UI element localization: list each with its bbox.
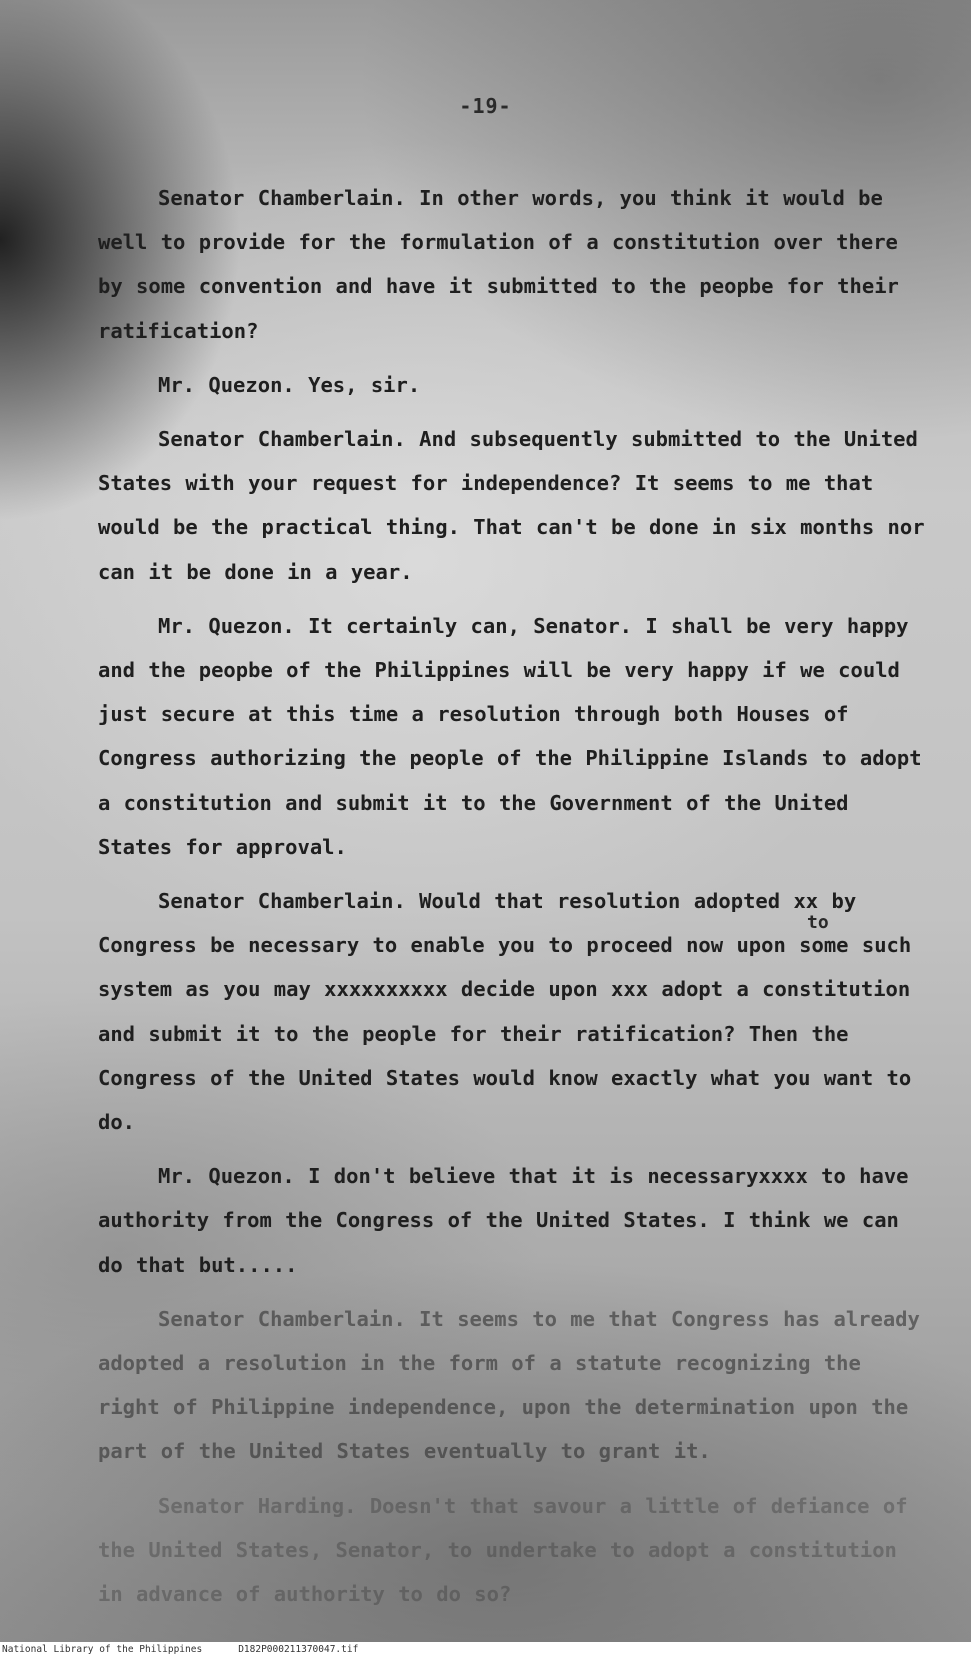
handwritten-insertion: to: [807, 912, 829, 933]
speaker-name: Senator Chamberlain.: [158, 889, 406, 914]
archive-footer: [0, 1642, 971, 1658]
transcript-paragraph: [98, 176, 933, 353]
transcript-paragraph: [98, 363, 933, 407]
archive-source: National Library of the Philippines: [2, 1644, 203, 1655]
transcript-paragraph: [98, 604, 933, 869]
speech-text: And subsequently submitted to the United States with your request for independence? It seems to me that would be the practical thing. That can't be done in six months nor can it be done in a year.: [98, 427, 925, 584]
speech-text: It certainly can, Senator. I shall be very happy and the peopbe of the Philippines will be very happy if we could just secure at this time a resolution through both Houses of Congress authorizing the people of the Philippine Islands to adopt a constitution and submit it to the Government of the United States for approval.: [98, 613, 922, 859]
speaker-name: Mr. Quezon.: [158, 372, 295, 397]
transcript-paragraph: [98, 1297, 933, 1474]
speech-text: Doesn't that savour a little of defiance of the United States, Senator, to undertake to adopt a constitution in advance of authority to do so?: [98, 1493, 908, 1607]
speech-text: In other words, you think it would be well to provide for the formulation of a constitution over there by some convention and have it submitted to the peopbe for their ratification?: [98, 186, 899, 343]
transcript-paragraph: [98, 879, 933, 1144]
transcript-body: [98, 176, 933, 1626]
speech-text: Would that resolution adopted xx by Congress be necessary to enable you to proceed now upon some such system as you may xxxxxxxxxx decide upon xxx adopt a constitution and submit it to the people for their ratification? Then the Congress of the United States would know exactly what you want to do.: [98, 889, 912, 1135]
speech-text: It seems to me that Congress has already adopted a resolution in the form of a statute recognizing the right of Philippine independence, upon the determination upon the part of the United States eventually to grant it.: [98, 1306, 920, 1464]
transcript-paragraph: [98, 1154, 933, 1287]
speech-text: I don't believe that it is necessaryxxxx to have authority from the Congress of the United States. I think we can do that but.....: [98, 1164, 909, 1277]
archive-file-id: D182P000211370047.tif: [238, 1644, 359, 1655]
transcript-paragraph: [98, 417, 933, 594]
speaker-name: Senator Chamberlain.: [158, 427, 406, 452]
speaker-name: Senator Chamberlain.: [158, 186, 406, 210]
transcript-paragraph: [98, 1484, 933, 1617]
speaker-name: Mr. Quezon.: [158, 1164, 295, 1189]
speaker-name: Senator Harding.: [158, 1493, 357, 1518]
speaker-name: Senator Chamberlain.: [158, 1306, 406, 1331]
speech-text: Yes, sir.: [294, 372, 421, 397]
speaker-name: Mr. Quezon.: [158, 613, 295, 638]
page-number: -19-: [459, 94, 512, 118]
